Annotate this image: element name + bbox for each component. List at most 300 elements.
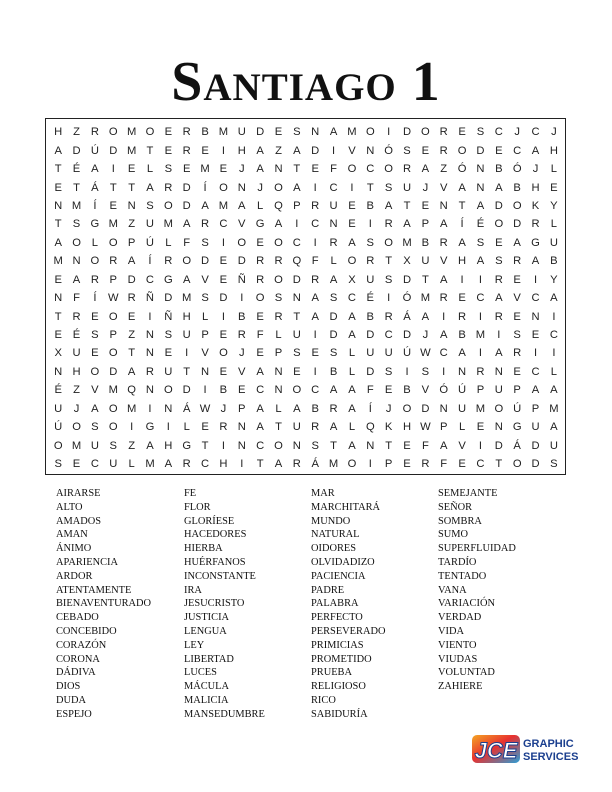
grid-cell: O [274,273,283,286]
grid-cell: H [164,439,173,452]
grid-cell: O [108,236,118,249]
grid-cell: U [549,439,558,452]
grid-cell: C [494,126,503,139]
grid-cell: R [311,199,320,212]
grid-cell: R [458,310,467,323]
grid-cell: I [295,218,299,231]
grid-cell: N [145,384,155,397]
grid-cell: E [219,163,228,176]
grid-cell: T [256,458,264,471]
grid-cell: E [256,236,264,249]
grid-cell: S [366,236,375,249]
grid-cell: S [329,292,338,305]
grid-cell: T [421,273,429,286]
grid-cell: U [292,421,301,434]
grid-cell: E [91,347,99,360]
grid-cell: N [311,126,320,139]
grid-cell: H [237,144,246,157]
grid-cell: E [164,347,173,360]
grid-cell: É [54,384,62,397]
grid-cell: U [164,365,173,378]
grid-cell: M [126,144,137,157]
word-list-item: VERDAD [438,612,482,624]
grid-cell: A [513,236,521,249]
grid-row [49,271,563,289]
grid-cell: L [458,421,466,434]
grid-cell: O [53,439,63,452]
grid-cell: A [550,384,558,397]
grid-cell: A [201,199,209,212]
grid-row [49,436,563,454]
grid-cell: J [551,126,557,139]
grid-cell: E [164,126,173,139]
grid-cell: E [219,365,228,378]
grid-cell: S [164,163,173,176]
grid-cell: R [384,310,393,323]
grid-cell: Í [148,255,152,268]
word-list-item: DUDA [56,694,87,706]
grid-cell: O [274,236,283,249]
grid-cell: M [108,384,118,397]
grid-cell: I [313,181,317,194]
word-list-item: NATURAL [311,529,360,541]
grid-cell: A [348,384,356,397]
grid-cell: H [531,181,540,194]
word-list-item: ALTO [56,501,83,513]
word-list-item: HUÉRFANOS [184,556,246,568]
grid-cell: U [549,236,558,249]
grid-cell: E [348,218,356,231]
grid-cell: G [531,236,540,249]
grid-cell: D [494,199,503,212]
grid-cell: S [311,439,319,452]
logo-letters: JCE [474,738,518,763]
grid-cell: I [368,218,372,231]
word-list-item: VOLUNTAD [438,667,495,679]
grid-cell: O [72,236,81,249]
grid-cell: E [274,126,283,139]
grid-cell: Ó [457,163,467,176]
grid-cell: J [422,181,429,194]
grid-row [49,418,563,436]
grid-cell: T [201,439,209,452]
grid-cell: I [203,384,207,397]
word-list-item: AMADOS [56,515,102,527]
grid-cell: S [384,273,393,286]
grid-cell: Ñ [164,310,173,323]
grid-cell: C [201,458,210,471]
grid-cell: R [109,255,118,268]
grid-cell: I [478,310,482,323]
grid-cell: F [330,163,337,176]
grid-cell: X [348,273,356,286]
grid-cell: G [90,218,100,231]
grid-cell: P [439,421,448,434]
grid-cell: R [329,236,338,249]
grid-cell: O [512,458,522,471]
grid-cell: A [329,384,338,397]
grid-cell: E [384,384,393,397]
word-list-item: FLOR [184,501,211,513]
grid-cell: A [54,144,62,157]
grid-cell: A [458,347,466,360]
grid-cell: O [255,292,265,305]
grid-cell: N [274,384,283,397]
grid-cell: G [182,439,192,452]
grid-cell: O [145,126,155,139]
grid-cell: B [366,199,375,212]
grid-cell: E [219,329,228,342]
grid-cell: S [201,236,209,249]
grid-cell: H [54,126,63,139]
word-list-item: LEY [184,639,205,651]
grid-cell: C [439,347,448,360]
grid-cell: Z [73,126,80,139]
grid-cell: T [146,144,154,157]
grid-cell: P [513,384,521,397]
grid-cell: S [109,439,117,452]
grid-cell: L [128,458,135,471]
grid-cell: C [329,181,338,194]
word-list-item: CEBADO [56,612,99,624]
grid-cell: D [219,292,228,305]
grid-cell: L [91,236,99,249]
grid-cell: N [476,163,485,176]
grid-cell: L [550,365,557,378]
word-list-item: VANA [438,584,467,596]
grid-cell: L [275,329,282,342]
grid-cell: B [201,126,209,139]
grid-cell: P [293,199,301,212]
grid-cell: N [145,347,155,360]
grid-cell: O [494,218,504,231]
grid-cell: R [219,421,228,434]
grid-cell: S [91,329,99,342]
grid-cell: N [458,365,467,378]
grid-cell: T [54,218,62,231]
grid-cell: A [146,181,154,194]
grid-cell: A [293,402,301,415]
grid-cell: E [182,163,191,176]
grid-cell: O [237,236,247,249]
word-list-item: OLVIDADIZO [311,556,375,568]
grid-cell: É [476,218,485,231]
grid-cell: Í [93,292,97,305]
grid-cell: J [514,126,520,139]
grid-cell: C [513,144,522,157]
grid-cell: O [108,421,118,434]
grid-cell: E [495,144,503,157]
grid-cell: N [292,292,301,305]
grid-cell: D [237,255,246,268]
grid-cell: N [494,365,503,378]
grid-cell: M [126,126,137,139]
grid-cell: I [552,310,556,323]
grid-cell: I [533,273,538,286]
grid-cell: R [90,126,99,139]
grid-cell: O [72,421,81,434]
grid-cell: H [549,144,558,157]
grid-row [49,307,563,325]
word-search-grid [49,123,563,473]
grid-row [49,160,563,178]
grid-cell: N [531,310,540,323]
grid-cell: A [495,292,503,305]
grid-cell: C [531,292,540,305]
grid-cell: A [531,255,540,268]
grid-cell: Z [440,163,448,176]
grid-cell: E [201,144,209,157]
grid-cell: R [513,255,522,268]
grid-cell: R [274,255,283,268]
grid-cell: U [292,329,301,342]
grid-cell: I [460,273,464,286]
grid-cell: A [182,273,191,286]
grid-cell: O [219,347,228,360]
word-list-item: LIBERTAD [184,653,234,665]
grid-cell: Ú [54,421,63,434]
grid-cell: O [108,126,118,139]
grid-cell: A [54,236,62,249]
grid-cell: X [403,255,411,268]
grid-cell: A [421,310,430,323]
word-list-item: VIUDAS [438,653,478,665]
grid-cell: D [109,365,118,378]
grid-cell: O [219,181,228,194]
grid-cell: E [495,236,503,249]
word-list-column-4 [438,487,588,694]
grid-cell: D [402,126,412,139]
grid-cell: I [332,144,336,157]
grid-cell: N [329,218,338,231]
grid-cell: D [164,292,173,305]
grid-cell: S [384,365,393,378]
grid-cell: I [478,273,482,286]
grid-cell: L [348,347,356,360]
grid-cell: I [148,402,152,415]
grid-cell: I [221,310,225,323]
grid-cell: N [54,365,63,378]
grid-cell: O [108,402,118,415]
grid-cell: P [127,236,136,249]
grid-cell: N [476,181,485,194]
grid-cell: B [495,163,503,176]
grid-cell: B [513,181,521,194]
grid-cell: E [238,384,246,397]
grid-cell: C [531,365,540,378]
grid-cell: A [348,236,356,249]
grid-cell: O [512,199,522,212]
grid-cell: R [329,402,338,415]
grid-cell: A [256,421,264,434]
grid-cell: D [182,199,191,212]
grid-cell: I [533,347,538,360]
grid-cell: D [329,329,338,342]
grid-cell: Á [513,439,521,452]
word-list-item: TARDÍO [438,556,477,568]
grid-cell: C [311,384,320,397]
grid-cell: U [531,421,540,434]
grid-cell: U [72,347,81,360]
grid-row [49,363,563,381]
word-list-item: AMAN [56,529,88,541]
grid-row [49,344,563,362]
grid-cell: S [146,199,154,212]
grid-cell: H [72,365,81,378]
word-list-item: RELIGIOSO [311,681,366,693]
grid-cell: A [256,144,264,157]
grid-cell: A [348,439,356,452]
grid-cell: F [421,439,429,452]
grid-cell: C [90,458,99,471]
grid-cell: E [54,273,62,286]
grid-cell: E [348,199,356,212]
word-list-item: JESUCRISTO [184,598,245,610]
word-list-item: MANSEDUMBRE [184,708,265,720]
grid-cell: O [347,163,357,176]
grid-cell: U [54,402,63,415]
grid-cell: G [145,421,155,434]
grid-cell: W [199,402,211,415]
grid-cell: L [330,255,337,268]
grid-cell: A [421,163,430,176]
grid-cell: D [72,144,81,157]
grid-cell: N [274,365,283,378]
grid-cell: G [512,421,522,434]
grid-cell: S [329,347,338,360]
grid-cell: J [220,402,227,415]
word-list-item: SOMBRA [438,515,482,527]
grid-cell: A [348,402,356,415]
grid-cell: E [458,292,466,305]
grid-cell: V [421,384,430,397]
grid-cell: T [183,365,191,378]
word-list-item: MÁCULA [184,681,230,693]
grid-row [49,455,563,473]
grid-cell: S [384,181,393,194]
grid-row [49,141,563,159]
grid-cell: B [219,384,228,397]
grid-cell: A [91,402,99,415]
word-list-item: DIOS [56,681,81,693]
grid-cell: Ó [512,163,522,176]
grid-cell: M [145,458,155,471]
grid-cell: K [531,199,540,212]
grid-cell: A [329,421,338,434]
grid-cell: A [403,218,411,231]
grid-cell: Ó [439,384,449,397]
grid-cell: V [201,273,209,286]
grid-cell: L [165,236,172,249]
grid-cell: Ó [402,292,412,305]
word-list-item: ÁNIMO [56,543,92,555]
grid-cell: A [348,310,356,323]
grid-cell: O [292,384,302,397]
grid-cell: U [402,181,412,194]
grid-cell: R [145,365,155,378]
grid-cell: S [476,236,485,249]
word-list-item: SUPERFLUIDAD [438,543,516,555]
grid-cell: V [201,347,209,360]
grid-cell: A [550,292,558,305]
grid-cell: Ú [458,384,467,397]
grid-cell: U [329,199,338,212]
grid-cell: A [384,199,393,212]
grid-cell: J [257,181,263,194]
grid-cell: H [458,255,467,268]
grid-cell: E [403,439,411,452]
grid-cell: Z [128,329,136,342]
grid-cell: É [366,292,375,305]
grid-cell: N [237,421,246,434]
grid-cell: E [164,144,173,157]
grid-cell: R [476,365,485,378]
grid-cell: I [497,329,501,342]
grid-cell: T [385,439,393,452]
word-list-item: PERSEVERADO [311,625,386,637]
logo-line2: SERVICES [523,751,579,763]
grid-cell: J [532,163,539,176]
jce-graphic-services-logo [470,731,585,767]
grid-cell: E [72,458,81,471]
grid-cell: U [182,329,191,342]
grid-cell: D [402,329,412,342]
word-list-item: CORONA [56,653,100,665]
grid-cell: S [54,458,62,471]
grid-cell: C [256,439,265,452]
grid-cell: E [311,347,319,360]
grid-cell: R [439,292,448,305]
grid-cell: N [237,181,246,194]
word-list-item: GLORÍESE [184,515,235,527]
grid-cell: M [182,292,192,305]
grid-cell: Á [182,402,191,415]
grid-cell: D [402,273,412,286]
grid-cell: G [255,218,265,231]
grid-cell: L [348,365,356,378]
page-title: Santiago 1 [171,51,441,113]
word-list-item: MAR [311,488,335,499]
grid-cell: R [256,255,265,268]
grid-cell: Í [460,218,464,231]
grid-cell: P [531,402,540,415]
grid-row [49,381,563,399]
grid-cell: R [421,458,430,471]
word-list-item: INCONSTANTE [184,570,256,582]
grid-cell: S [495,255,503,268]
grid-cell: A [127,365,136,378]
grid-cell: N [237,439,246,452]
grid-cell: I [166,421,170,434]
grid-cell: Í [368,402,372,415]
grid-cell: S [293,126,301,139]
word-list-item: CORAZÓN [56,639,107,651]
grid-cell: A [274,218,283,231]
grid-cell: C [549,329,558,342]
grid-cell: D [476,144,485,157]
grid-cell: E [513,365,521,378]
grid-cell: N [54,199,63,212]
grid-cell: V [238,365,246,378]
word-list-item: PROMETIDO [311,653,372,665]
grid-cell: R [439,126,448,139]
word-list-item: ESPEJO [56,708,92,720]
grid-cell: R [292,458,301,471]
grid-cell: E [458,458,466,471]
grid-cell: E [531,329,540,342]
word-list-item: BIENAVENTURADO [56,598,152,610]
grid-cell: C [256,384,265,397]
